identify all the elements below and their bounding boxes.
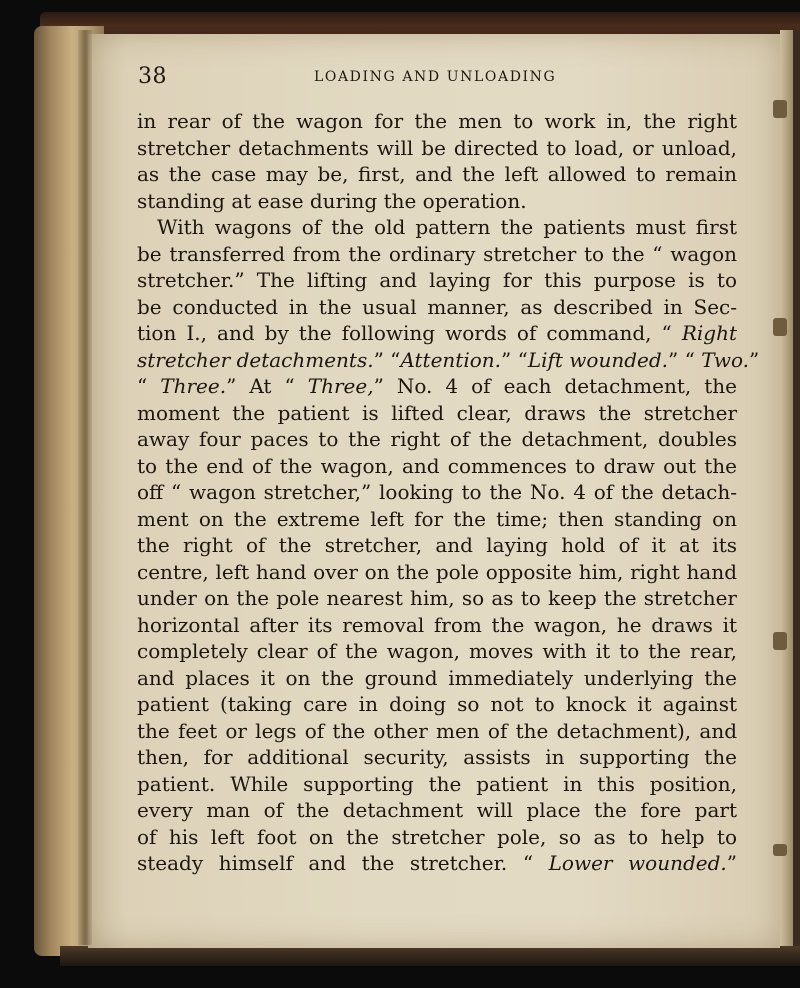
cover-right-edge (793, 30, 800, 960)
page-gutter (78, 30, 92, 945)
text-line: in rear of the wagon for the men to work in, the right (137, 109, 737, 133)
text-line: horizontal after its removal from the wagon, he draws it (137, 612, 737, 637)
text-line: tion I., and by the following words of command, “ Right (137, 321, 737, 345)
running-head: LOADING AND UNLOADING (314, 69, 557, 85)
text-line: With wagons of the old pattern the patients must first (157, 215, 737, 239)
page-tab-mark (773, 100, 787, 118)
text-line: completely clear of the wagon, moves with it to the rear, (137, 639, 737, 663)
text-line: away four paces to the right of the detachment, doubles (137, 427, 737, 451)
page-tab-mark (773, 844, 787, 856)
text-line: off “ wagon stretcher,” looking to the No. 4 of the detach- (137, 480, 737, 504)
text-line: “ Three.” At “ Three,” No. 4 of each detachment, the (137, 374, 738, 398)
body-text (137, 108, 760, 877)
text-line: stretcher detachments.” “Attention.” “Lift wounded.” “ Two.” (137, 347, 760, 372)
text-line: stretcher detachments will be directed to load, or unload, (137, 135, 737, 160)
text-line: as the case may be, first, and the left allowed to remain (137, 162, 737, 186)
text-line: stretcher.” The lifting and laying for this purpose is to (137, 268, 737, 292)
text-line: and places it on the ground immediately underlying the (137, 665, 737, 690)
text-line: then, for additional security, assists in supporting the (137, 745, 737, 769)
text-line: steady himself and the stretcher. “ Lower wounded.” (137, 851, 737, 875)
text-line: the right of the stretcher, and laying hold of it at its (137, 533, 737, 557)
page-tab-mark (773, 632, 787, 650)
text-line: the feet or legs of the other men of the detachment), and (137, 718, 737, 743)
text-line: be transferred from the ordinary stretcher to the “ wagon (137, 241, 737, 266)
text-line: ment on the extreme left for the time; then standing on (137, 506, 737, 531)
text-line: under on the pole nearest him, so as to keep the stretcher (137, 586, 737, 610)
text-line: standing at ease during the operation. (137, 188, 527, 213)
book-cover-bottom-edge (60, 946, 800, 966)
text-line: patient (taking care in doing so not to knock it against (137, 692, 737, 716)
page-number: 38 (138, 64, 167, 89)
text-line: be conducted in the usual manner, as described in Sec- (137, 294, 737, 319)
text-line: patient. While supporting the patient in this position, (137, 771, 737, 796)
page-header (138, 64, 738, 96)
text-line: to the end of the wagon, and commences to draw out the (137, 453, 737, 478)
page-tab-mark (773, 318, 787, 336)
text-line: centre, left hand over on the pole opposite him, right hand (137, 559, 737, 584)
text-line: of his left foot on the stretcher pole, so as to help to (137, 824, 737, 849)
text-line: moment the patient is lifted clear, draws the stretcher (137, 400, 737, 425)
text-line: every man of the detachment will place the fore part (137, 798, 737, 822)
